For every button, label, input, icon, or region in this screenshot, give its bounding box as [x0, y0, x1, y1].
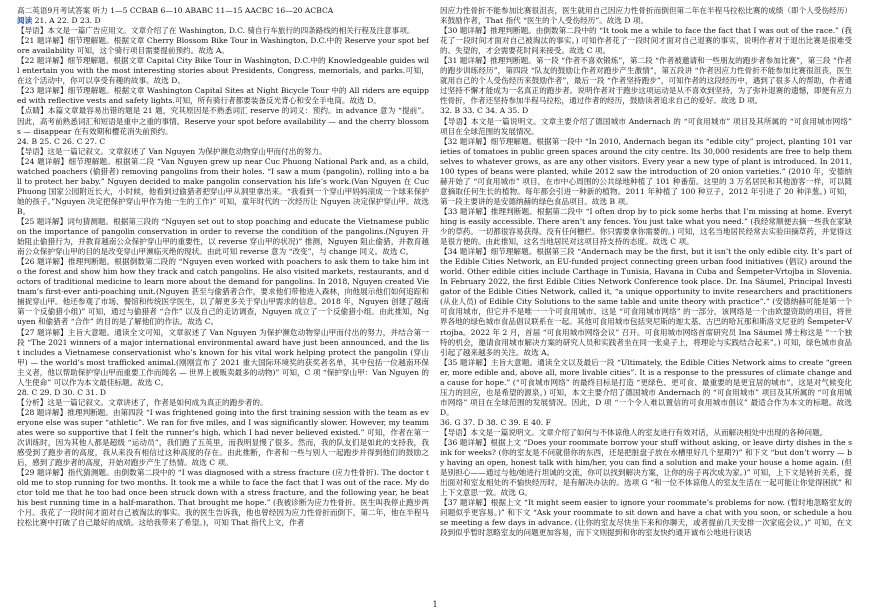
- explanation-paragraph: 【26 题详解】推理判断题。根据倒数第二段的 “Nguyen even worked with poachers to ask them to take him into the forest and show him how they track and catch pangolins. He also visited markets, restaurants, and doctors of traditional medicine to learn more about the demand for pangolins. In 2018, Nguyen created Vietnam’s first-ever anti-poaching unit.(Nguyen 甚至与偷猎者合作，要求他们带他进入森林，向他展示他们如何追踪和捕捉穿山甲。他还参观了市场、餐馆和传统医学医生，以了解更多关于穿山甲需求的信息。2018 年，Nguyen 创建了越南第一个反偷猎小组)” 可知，通过与偷猎者 “合作” 以及自己的走访调查，Nguyen 成立了一个反偷猎小组。由此推知，Nguyen 和偷猎者 “合作” 的目的是了解他们的作法。故选 C。: [17, 257, 429, 327]
- explanation-paragraph: 【23 题详解】细节理解题。根据文章 Washington Capital Sites at Night Bicycle Tour 中的 All riders are equipped with reflective vests and safety lights.可知，所有骑行者都要装备反光背心和安全手电筒。故选 D。: [17, 86, 429, 106]
- explanation-paragraph: 因应力性骨折不能参加比赛很沮丧，医生就用自己因应力性骨折而倒但第二年在半程马拉松比赛的成绩（即个人受伤经历）来鼓励作者，That 指代 “医生的个人受伤经历”。故选 D 项。: [440, 6, 852, 26]
- explanation-paragraph: 【33 题详解】推理判断题。根据第二段中 “I often drop by to pick some herbs that I’m missing at home. Everything is easily accessible. There aren’t any fences. You just take what you need.” (我经常顺便去摘一些我在家缺少的草药。一切都很容易获得。没有任何栅栏。你只需要拿你需要的。) 可知，这名当地居民经常去实验田摘草药，并觉得这是很方便的。由此推知，这名当地居民对这项目持支持的态度。故选 C 项。: [440, 206, 852, 247]
- explanation-paragraph: 【22 题详解】细节理解题。根据文章 Capital City Bike Tour in Washington, D.C.中的 Knowledgeable guides will entertain you with the most interesting stories about Presidents, Congress, memorials, and parks.可知，在这个活动中，你可以享受有趣的故事。故选 D。: [17, 56, 429, 86]
- explanation-paragraph: 【34 题详解】细节理解题。根据第三段 “Andernach may be the first, but it isn’t the only edible city. It’s part of the Edible Cities Network, an EU-funded project connecting green urban food initiatives (倡议) around the world. Other edible cities include Carthage in Tunisia, Havana in Cuba and Šempeter-Vrtojba in Slovenia. In February 2022, the first Edible Cities Network Conference took place. Dr. Ina Säumel, Principal Investigator of the Edible Cities Network, called it, “a unique opportunity to invite researchers and practitioners (从业人员) of Edible City Solutions to the same table and unite theory with practice”.” (安德纳赫可能是第一个可食用城市，但它并不是唯一一个可食用城市。这是 “可食用城市网络” 的一部分，该网络是一个由欧盟资助的项目，将世界各地的绿色城市食品倡议联系在一起。其他可食用城市包括突尼斯的迦太基、古巴的哈瓦那和斯洛文尼亚的 Šempeter-Vrtojba。2022 年 2 月，首届 “可食用城市网络会议” 召开。可食用城市网络首席研究员 Ina Säumel 博士称这是 “一个独特的机会，邀请食用城市解决方案的研究人员和实践者坐在同一张桌子上，将理论与实践结合起来”。) 可知，绿色城市食品引起了越来越多的关注。故选 A。: [440, 247, 852, 357]
- page-number: 1: [432, 600, 438, 609]
- answer-key-text: 32. B 33. C 34. A 35. D: [440, 106, 529, 116]
- right-column: [440, 6, 852, 598]
- answer-key-line: [17, 16, 429, 26]
- explanation-paragraph: 【29 题详解】指代猜测题。由倒数第二段中的 “I was diagnosed with a stress fracture (应力性骨折). The doctor told me to stop running for two months. It took me a while to face the fact that I was out of the race. My doctor told me that he too had once been struck down with a stress fracture, and the following year, he beat his best running time in a half-marathon. That brought me hope.” (我被诊断为应力性骨折。医生叫我停止跑步两个月。我花了一段时间才面对自己被淘汰的事实。我的医生告诉我，他也曾经因为应力性骨折而倒下，第二年，他在半程马拉松比赛中打破了自己最好的成绩。这给我带来了希望。)，可知 That 指代上文，作者: [17, 468, 429, 528]
- answer-key-line: [17, 137, 429, 147]
- explanation-paragraph: 【31 题详解】推理判断题。第一段 “作者不喜欢锻炼”，第二段 “作者被邀请和一些朋友的跑步者参加比赛”，第三段 “作者的跑步训练经历”，第四段 “队友的鼓励让作者对跑步产生激情”，第五段讲 “作者因应力性骨折不能参加比赛很沮丧，医生就用自己的个人受伤经历来鼓励作者”，最后一段 “作者坚持跑步”，可知作者的这段经历中，遇到了很多人的帮助，作者通过坚持不懈才能成为一名真正的跑步者。说明作者对于跑步这项运动是从不喜欢到坚持，为了弥补退赛的遗憾，即便有应力性骨折，作者还坚持参加半程马拉松，通过作者的经历，鼓励读者追求自己的爱好。故选 D 项。: [440, 56, 852, 106]
- answer-key-line: [17, 388, 429, 398]
- answer-key-text: 24. B 25. C 26. C 27. C: [17, 136, 106, 146]
- explanation-paragraph: 【25 题详解】词句猜测题。根据第三段的 “Nguyen set out to stop poaching and educate the Vietnamese public on the importance of pangolin conservation in order to reverse the condition of the pangolins.(Nguyen 开始阻止偷猎行为，并教育越南公众保护穿山甲的重要性，以 reverse 穿山甲的状况)” 推测，Nguyen 阻止偷猎，并教育越南公众保护穿山甲的目的是改变穿山甲濒临灭绝的现状。由此可知 reverse 意为 “改变”，与 change 同义。故选 C。: [17, 216, 429, 257]
- answer-key-text: 21. A 22. D 23. D: [34, 16, 101, 26]
- answer-key-line: [440, 418, 852, 428]
- left-column: [17, 6, 429, 598]
- explanation-paragraph: 高二英语9月考试答案 听力 1—5 CCBAB 6—10 ABABC 11—15 AACBC 16—20 ACBCA: [17, 6, 334, 15]
- answer-key-text: 28. C 29. D 30. C 31. D: [17, 387, 107, 397]
- explanation-paragraph: 【导语】本文是一篇说明文。文章主要介绍了德国城市 Andernach 的 “可食用城市” 项目及其所属的 “可食用城市网络” 项目在全球范围的发展情况。: [440, 116, 852, 136]
- explanation-paragraph: 【导语】这是一篇记叙文。文章叙述了 Van Nguyen 为保护濒危动物穿山甲而付出的努力。: [17, 146, 327, 156]
- explanation-paragraph: 【36 题详解】根据上文 “Does your roommate borrow your stuff without asking, or leave dirty dishes in the sink for weeks? (你的室友是不问就借你的东西，还是把脏盘子放在水槽里好几个星期?)” 和下文 “but don’t worry — by having an open, honest talk with him/her, you can find a solution and make your house a home again. (但是别担心——通过与他/她进行坦诚的交流，你可以找到解决方案，让你的房子再次成为家。)” 可知，上下文是转折关系，提出面对和室友相处的不愉快经历时，是有解决办法的。选项 G “和一位不体谅他人的室友生活在一起可能让你觉得困扰” 和上下文意思一致。故选 G。: [440, 438, 852, 498]
- explanation-paragraph: 【30 题详解】推理判断题。由倒数第二段中的 “It took me a while to face the fact that I was out of the race.” (我花了一段时间才面对自己被淘汰的事实。) 可知作者花了一段时间才面对自己退赛的事实，说明作者对于退出比赛是很难受的、失望的，才会需要花时间来接受。故选 C 项。: [440, 26, 852, 56]
- explanation-paragraph: 【分析】这是一篇记叙文。文章讲述了，作者是如何成为真正的跑步者的。: [17, 397, 268, 407]
- section-label: 阅读: [17, 16, 33, 26]
- explanation-paragraph: 【37 题详解】根据上文 “It might seem easier to ignore your roommate’s problems for now. (暂时地忽略室友的问题似乎更容易。)” 和下文 “Ask your roommate to sit down and have a chat with you soon, or schedule a house meeting a few days in advance. (让你的室友尽快坐下来和你聊天，或者提前几天安排一次家庭会议。)” 可知，在文段到似乎暂时忽略室友的问题更加容易，而下文则提到和你的室友快约通开诚布公地进行谈话: [440, 498, 852, 538]
- explanation-paragraph: 【35 题详解】主旨大意题。通读全文以及最后一段 “Ultimately, the Edible Cities Network aims to create “greener, more edible and, above all, more livable cities”. It is a response to the pressures of climate change and a cause for hope.” (“可食城市网络” 的最终目标是打造 “更绿色、更可食、最重要的是更宜居的城市”。这是对气候变化压力的回应，也是希望的源泉。) 可知，本文主要介绍了德国城市 Andernach 的 “可食用城市” 项目及其所属的 “可食用城市网络” 项目在全球范围的发展情况。因此，D 项 “一个令人难以置信的可食用城市倡议” 最适合作为本文的标题。故选 D。: [440, 357, 852, 417]
- explanation-paragraph: 【27 题详解】主旨大意题。通读全文可知，文章叙述了 Van Nguyen 为保护濒危动物穿山甲而付出的努力，并结合第一段 “The 2021 winners of a major international environmental award have just been announced, and the list includes a Vietnamese conservationist who’s known for his vital work helping protect the pangolin (穿山甲) — the world’s most trafficked animal.(刚刚宣布了 2021 重大国际环境奖的获奖者名单，其中包括一位越南环保主义者，他以帮助保护穿山甲而重要工作而闻名 — 世界上被贩卖最多的动物)” 可知，C 项 “保护穿山甲：Van Nguyen 的人生使命” 可以作为本文最佳标题。故选 C。: [17, 327, 429, 387]
- explanation-paragraph: 【导语】本文是一篇广告应用文。文章介绍了在 Washington, D.C. 骑自行车旅行的四条路线的相关行程及注意事项。: [17, 26, 415, 36]
- explanation-paragraph: 【21 题详解】细节理解题。根据文章 Cherry Blossom Bike Tour in Washington, D.C.中的 Reserve your spot before availability 可知，这个骑行项目需要提前预约。故选 A。: [17, 36, 429, 56]
- answer-key-line: [440, 106, 852, 116]
- explanation-paragraph: 【点睛】本篇文章最容易出错的题是 21 题，究其原因是不熟悉词汇 reserve 的词义：预约。in advance 意为 “提前”。因此，高考前熟悉词汇和短语是重中之重的事情。Reserve your spot before availability — and the cherry blossoms — disappear 在有效期和樱花消失前预约。: [17, 106, 429, 136]
- explanation-paragraph: 【导语】本文是一篇说明文。文章介绍了如何与不体谅他人的室友进行有效对话，从而解决相处中出现的各种问题。: [440, 427, 828, 437]
- explanation-paragraph: 【32 题详解】细节理解题。根据第一段中 “In 2010, Andernach began its “edible city” project, planting 101 varieties of tomatoes in public green spaces around the city centre. Its 30,000 residents are free to help themselves to whatever grows, as are any other visitors. Every year a new type of plant is introduced. In 2011, 100 types of beans were planted, while 2012 saw the introduction of 20 onion varieties.” (2010 年，安德纳赫开始了 “可食用城市” 项目，在市中心周围的公共绿地种植了 101 种番茄。这里的 3 万名居民和其他游客一样，可以随意摘取任何生长的植物。每年都会引进一种新的植物。2011 年种植了 100 种豆子，2012 年引进了 20 种洋葱。) 可知，第一段主要讲的是安德纳赫的绿色食品项目。故选 B 项。: [440, 136, 852, 206]
- answer-key-text: 36. G 37. D 38. C 39. E 40. F: [440, 417, 551, 427]
- explanation-paragraph: 【24 题详解】细节理解题。根据第二段 “Van Nguyen grew up near Cuc Phuong National Park and, as a child, watched poachers (偷猎者) removing pangolins from their holes. “I saw a mum (pangolin), rolling into a ball to protect her baby.” Nguyen decided to make pangolin conservation his life’s work.(Van Nguyen 在 Cuc Phuong 国家公园附近长大，小时候，他看到过偷猎者把穿山甲从洞里拿出来。“我看到一个穿山甲妈妈滚成一个球来保护她的孩子。”Nguyen 决定把保护穿山甲作为他一生的工作)” 可知，童年时代的一次经历让 Nguyen 决定保护穿山甲。故选 B。: [17, 156, 429, 216]
- explanation-paragraph: 【28 题详解】推理判断题。由第四段 “I was frightened going into the first training session with the team as everyone else was super “athletic”. We ran for five miles, and I was significantly slower. However, my teammates were so supportive that I felt the runner’s high, which I had never believed existed.” 可知，作者在第一次训练时，因为其他人都是超级 “运动员”，我们跑了五英里，而我明显慢了很多。然而，我的队友们是如此的支持我，我感受到了跑步者的高度，我从来没有相信过这种高度的存在。由此推断，作者和一些与别人一起跑步并得到他们的鼓励之后，感到了跑步者的高度，开始对跑步产生了热情。故选 C 项。: [17, 407, 429, 468]
